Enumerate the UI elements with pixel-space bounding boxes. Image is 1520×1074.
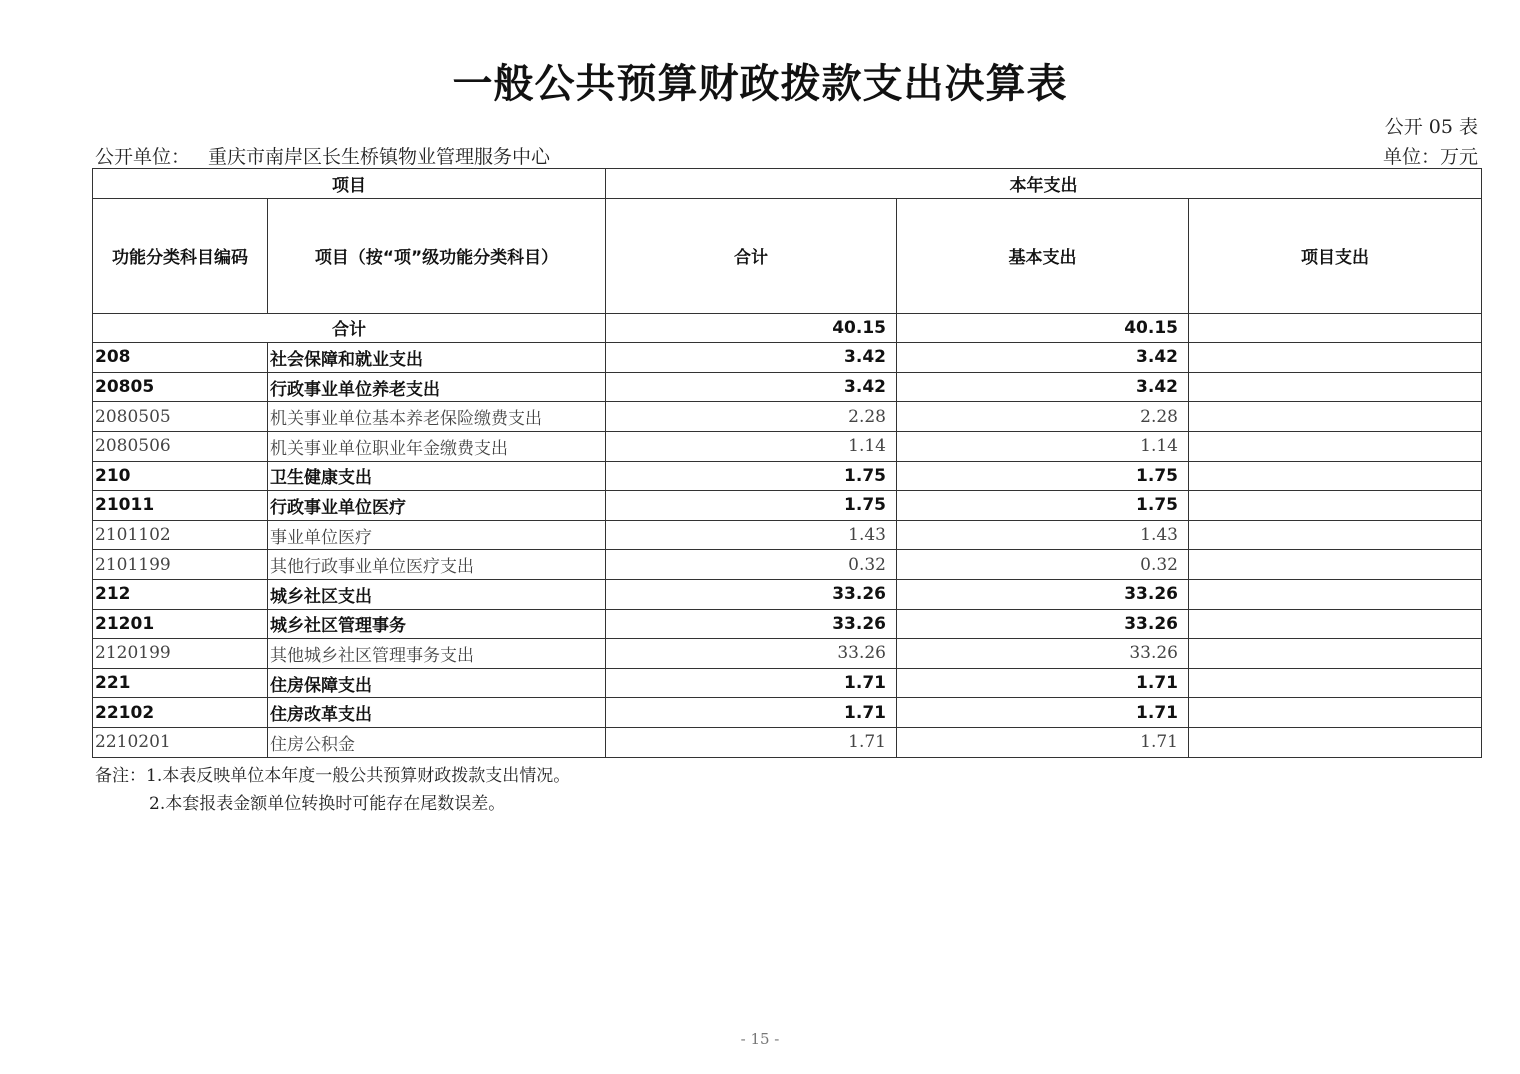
notes [95,762,570,818]
row-project [1189,579,1482,609]
row-total: 33.26 [606,609,897,639]
row-basic: 1.71 [897,668,1189,698]
header-name: 项目（按“项”级功能分类科目） [268,198,606,313]
table-number: 公开 05 表 [1384,116,1478,138]
total-row-project [1189,313,1482,343]
row-project [1189,461,1482,491]
row-basic: 1.75 [897,461,1189,491]
currency-unit: 单位：万元 [1382,146,1478,168]
table-row [93,639,1482,669]
row-total: 33.26 [606,579,897,609]
row-total: 1.14 [606,431,897,461]
row-project [1189,609,1482,639]
row-name: 机关事业单位职业年金缴费支出 [268,431,606,461]
table-row [93,402,1482,432]
row-total: 2.28 [606,402,897,432]
row-code: 210 [93,461,268,491]
row-total: 33.26 [606,639,897,669]
row-code: 22102 [93,698,268,728]
table-row [93,698,1482,728]
row-basic: 3.42 [897,372,1189,402]
table-row [93,491,1482,521]
row-name: 行政事业单位养老支出 [268,372,606,402]
total-row [93,313,1482,343]
table-row [93,461,1482,491]
table-row [93,668,1482,698]
row-project [1189,550,1482,580]
table-row [93,431,1482,461]
row-name: 住房保障支出 [268,668,606,698]
row-name: 其他城乡社区管理事务支出 [268,639,606,669]
row-project [1189,727,1482,757]
row-name: 城乡社区管理事务 [268,609,606,639]
row-project [1189,343,1482,373]
header-basic: 基本支出 [897,198,1189,313]
row-name: 卫生健康支出 [268,461,606,491]
row-code: 20805 [93,372,268,402]
reporting-unit [95,142,550,169]
note-1: 备注：1.本表反映单位本年度一般公共预算财政拨款支出情况。 [95,766,571,786]
row-basic: 1.43 [897,520,1189,550]
row-total: 1.71 [606,668,897,698]
row-code: 208 [93,343,268,373]
row-total: 3.42 [606,343,897,373]
row-project [1189,668,1482,698]
row-name: 行政事业单位医疗 [268,491,606,521]
row-project [1189,520,1482,550]
row-basic: 1.75 [897,491,1189,521]
row-code: 2080506 [93,431,268,461]
row-code: 212 [93,579,268,609]
row-project [1189,639,1482,669]
header-total: 合计 [606,198,897,313]
row-code: 21011 [93,491,268,521]
table-row [93,609,1482,639]
row-code: 2120199 [93,639,268,669]
row-total: 1.75 [606,461,897,491]
total-row-total: 40.15 [606,313,897,343]
row-code: 2210201 [93,727,268,757]
row-basic: 33.26 [897,609,1189,639]
row-total: 1.75 [606,491,897,521]
total-row-label: 合计 [93,313,606,343]
total-row-basic: 40.15 [897,313,1189,343]
row-basic: 1.71 [897,727,1189,757]
row-project [1189,402,1482,432]
row-code: 221 [93,668,268,698]
reporting-unit-name: 重庆市南岸区长生桥镇物业管理服务中心 [208,146,551,168]
row-basic: 33.26 [897,579,1189,609]
header-expense-group: 本年支出 [606,169,1482,199]
row-basic: 1.14 [897,431,1189,461]
page-title: 一般公共预算财政拨款支出决算表 [452,60,1068,107]
row-code: 2080505 [93,402,268,432]
row-basic: 0.32 [897,550,1189,580]
row-project [1189,698,1482,728]
row-code: 2101102 [93,520,268,550]
row-project [1189,491,1482,521]
row-code: 2101199 [93,550,268,580]
row-name: 其他行政事业单位医疗支出 [268,550,606,580]
row-total: 1.43 [606,520,897,550]
expenditure-table [92,168,1482,758]
table-row [93,372,1482,402]
row-name: 社会保障和就业支出 [268,343,606,373]
row-project [1189,372,1482,402]
row-basic: 2.28 [897,402,1189,432]
row-total: 3.42 [606,372,897,402]
table-row [93,579,1482,609]
header-code: 功能分类科目编码 [93,198,268,313]
table-row [93,727,1482,757]
row-project [1189,431,1482,461]
row-basic: 33.26 [897,639,1189,669]
header-project: 项目支出 [1189,198,1482,313]
page-number: - 15 - [740,1030,780,1048]
note-2: 2.本套报表金额单位转换时可能存在尾数误差。 [149,794,506,814]
row-name: 城乡社区支出 [268,579,606,609]
row-total: 0.32 [606,550,897,580]
row-name: 住房改革支出 [268,698,606,728]
row-code: 21201 [93,609,268,639]
table-row [93,343,1482,373]
row-name: 住房公积金 [268,727,606,757]
row-name: 事业单位医疗 [268,520,606,550]
row-total: 1.71 [606,698,897,728]
table-row [93,550,1482,580]
table-row [93,520,1482,550]
header-item-group: 项目 [93,169,606,199]
row-name: 机关事业单位基本养老保险缴费支出 [268,402,606,432]
reporting-unit-label: 公开单位： [95,146,191,168]
row-basic: 1.71 [897,698,1189,728]
row-basic: 3.42 [897,343,1189,373]
row-total: 1.71 [606,727,897,757]
